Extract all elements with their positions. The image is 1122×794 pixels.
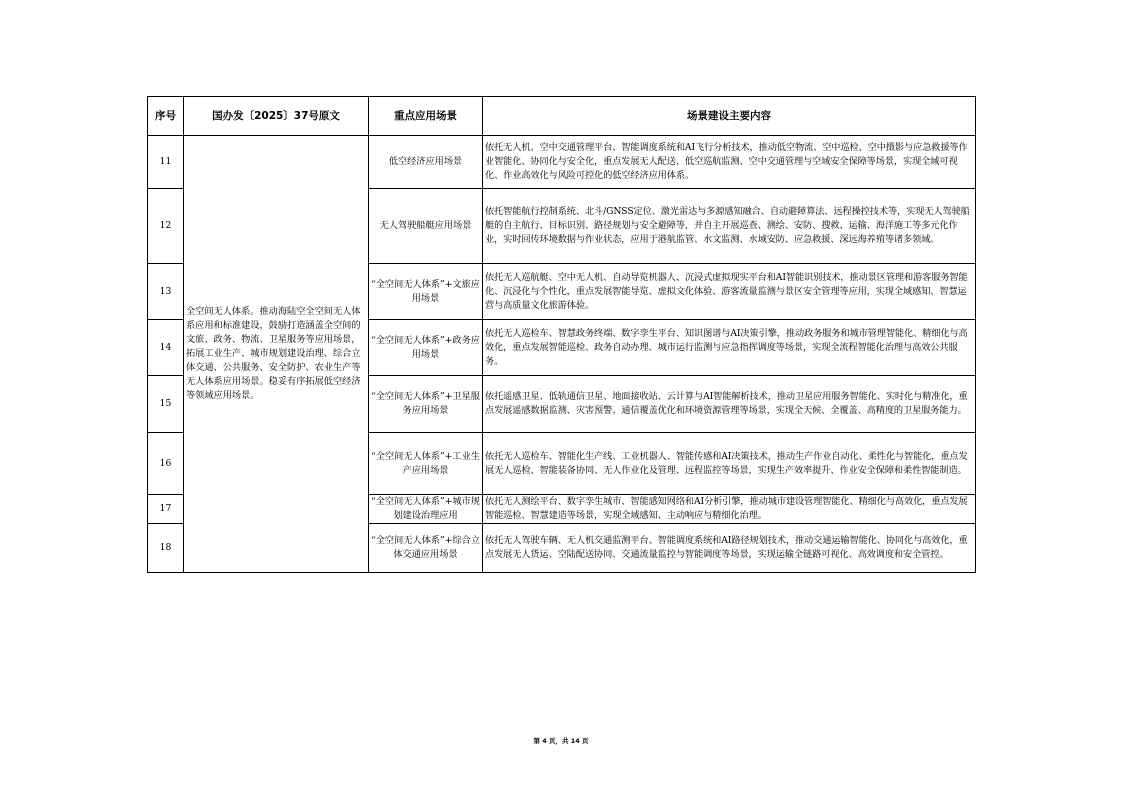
scene-content: 依托智能航行控制系统、北斗/GNSS定位、激光雷达与多源感知融合、自动避障算法、远程操控技术等，实现无人驾驶船艇的自主航行、目标识别、路径规划与安全避障等，并自主开展巡查、测绘、安防、搜救、运输、海洋施工等多元化作业，实时回传环境数据与作业状态，应用于港航监管、水文监测、水域安防、应急救援、深远海养殖等诸多领域。	[483, 189, 976, 264]
scene-content: 依托无人巡航艇、空中无人机、自动导览机器人、沉浸式虚拟现实平台和AI智能识别技术，推动景区管理和游客服务智能化、沉浸化与个性化，重点发展智能导览、虚拟文化体验、游客流量监测与景区安全管理等应用，实现全域感知、智慧运营与高质量文化旅游体验。	[483, 264, 976, 320]
scene-name: “全空间无人体系”+工业生产应用场景	[369, 433, 483, 495]
scene-content: 依托无人巡检车、智能化生产线、工业机器人、智能传感和AI决策技术，推动生产作业自动化、柔性化与智能化，重点发展无人巡检、智能装备协同、无人作业化及管理、远程监控等场景，实现生产效率提升、作业安全保障和柔性智能制造。	[483, 433, 976, 495]
header-original-text: 国办发〔2025〕37号原文	[184, 97, 369, 136]
row-number: 11	[148, 136, 184, 189]
original-text-cell: 全空间无人体系。推动海陆空全空间无人体系应用和标准建设，鼓励打造涵盖全空间的文旅、政务、物流、卫星服务等应用场景，拓展工业生产、城市规划建设治理、综合立体交通、公共服务、安全防护、农业生产等无人体系应用场景。稳妥有序拓展低空经济等领域应用场景。	[184, 136, 369, 573]
scene-content: 依托无人机、空中交通管理平台、智能调度系统和AI飞行分析技术，推动低空物流、空中巡检、空中摄影与应急救援等作业智能化、协同化与安全化，重点发展无人配送、低空巡航监测、空中交通管理与空域安全保障等场景，实现全域可视化、作业高效化与风险可控化的低空经济应用体系。	[483, 136, 976, 189]
scene-name: “全空间无人体系”+城市规划建设治理应用	[369, 495, 483, 524]
scene-name: 无人驾驶船艇应用场景	[369, 189, 483, 264]
row-number: 12	[148, 189, 184, 264]
row-number: 17	[148, 495, 184, 524]
scene-name: “全空间无人体系”+卫星服务应用场景	[369, 376, 483, 433]
header-main-content: 场景建设主要内容	[483, 97, 976, 136]
scene-content: 依托无人测绘平台、数字孪生城市、智能感知网络和AI分析引擎，推动城市建设管理智能化、精细化与高效化，重点发展智能巡检、智慧建造等场景，实现全域感知、主动响应与精细化治理。	[483, 495, 976, 524]
table-header-row	[148, 97, 976, 136]
scene-name: “全空间无人体系”+综合立体交通应用场景	[369, 524, 483, 573]
scene-name: “全空间无人体系”+政务应用场景	[369, 320, 483, 376]
scene-content: 依托遥感卫星、低轨通信卫星、地面接收站、云计算与AI智能解析技术，推动卫星应用服务智能化、实时化与精准化，重点发展遥感数据监测、灾害预警、通信覆盖优化和环境资源管理等场景，实现全天候、全覆盖、高精度的卫星服务能力。	[483, 376, 976, 433]
table-row	[148, 136, 976, 189]
row-number: 13	[148, 264, 184, 320]
row-number: 18	[148, 524, 184, 573]
scenario-table	[147, 96, 976, 573]
row-number: 15	[148, 376, 184, 433]
row-number: 16	[148, 433, 184, 495]
scene-name: “全空间无人体系”+文旅应用场景	[369, 264, 483, 320]
scene-content: 依托无人巡检车、智慧政务终端、数字孪生平台、知识图谱与AI决策引擎，推动政务服务和城市管理智能化、精细化与高效化，重点发展智能巡检、政务自动办理、城市运行监测与应急指挥调度等场景，实现全流程智能化治理与高效公共服务。	[483, 320, 976, 376]
scene-name: 低空经济应用场景	[369, 136, 483, 189]
header-index: 序号	[148, 97, 184, 136]
row-number: 14	[148, 320, 184, 376]
page-number: 第 4 页，共 14 页	[533, 737, 589, 745]
header-key-scene: 重点应用场景	[369, 97, 483, 136]
scene-content: 依托无人驾驶车辆、无人机交通监测平台、智能调度系统和AI路径规划技术，推动交通运输智能化、协同化与高效化，重点发展无人货运、空陆配送协同、交通流量监控与智能调度等场景，实现运输全链路可视化、高效调度和安全管控。	[483, 524, 976, 573]
